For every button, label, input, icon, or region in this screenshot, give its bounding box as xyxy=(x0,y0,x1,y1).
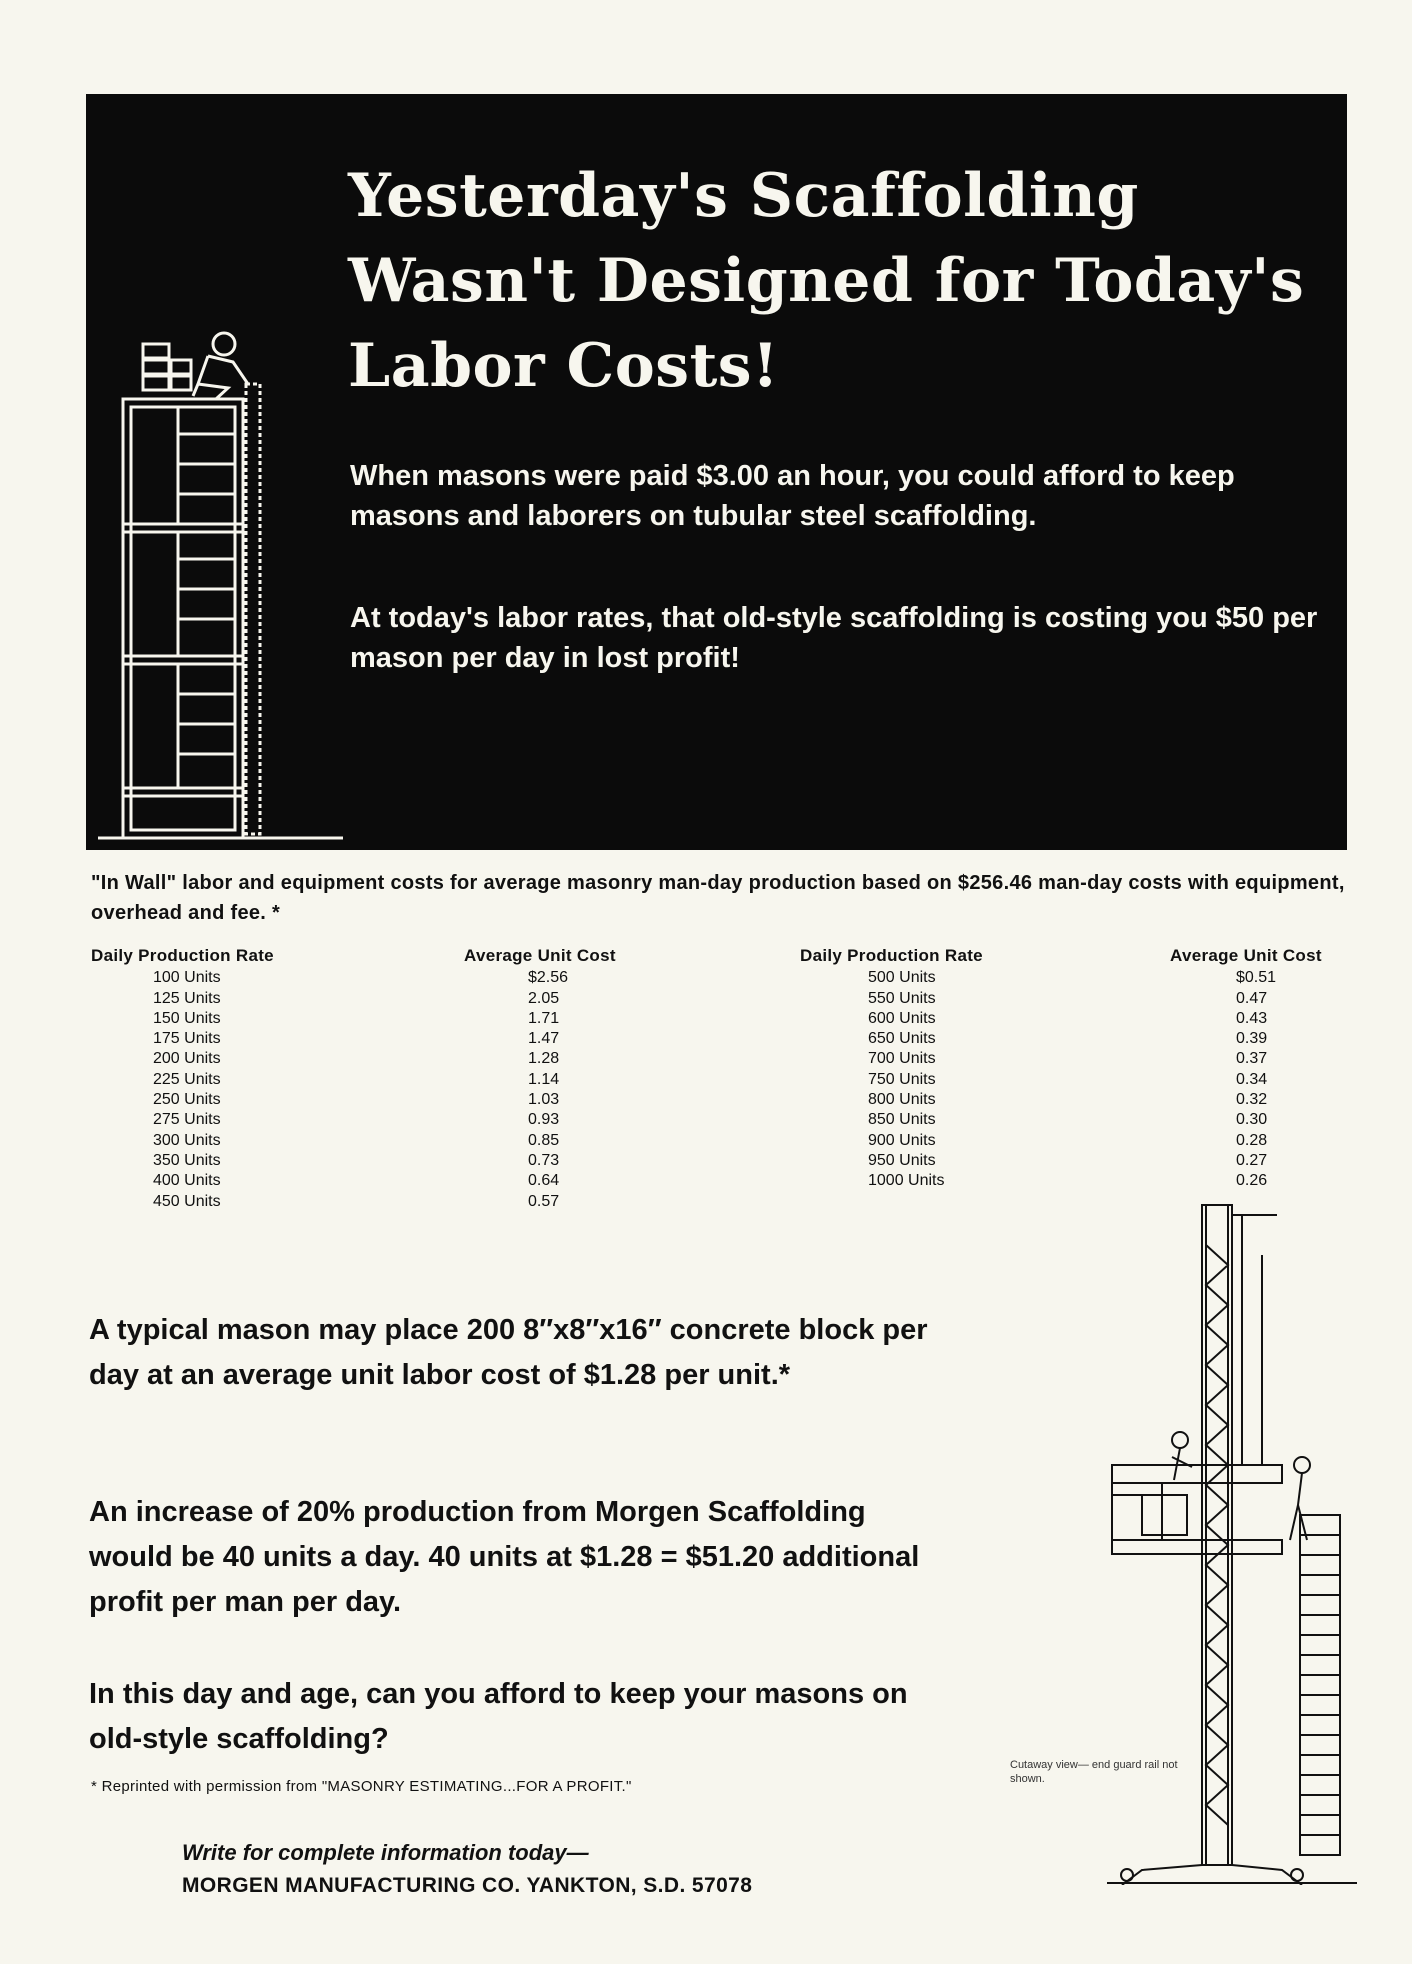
right-rate-column xyxy=(800,946,1030,1192)
table-cell: 0.30 xyxy=(1236,1111,1268,1129)
right-cost-column xyxy=(1170,946,1360,1192)
rate-header: Daily Production Rate xyxy=(800,946,983,965)
table-cell: 1.71 xyxy=(528,1009,560,1027)
body-paragraph-2: An increase of 20% production from Morgen Scaffolding would be 40 units a day. 40 units at $1.28 = $51.20 additional profit per man per day. xyxy=(89,1496,920,1618)
table-cell: 0.64 xyxy=(528,1172,560,1190)
table-cell: 900 Units xyxy=(868,1131,936,1149)
cutaway-caption: Cutaway view— end guard rail not shown. xyxy=(1010,1759,1178,1785)
table-cell: 125 Units xyxy=(153,989,221,1007)
table-cell: 400 Units xyxy=(153,1172,221,1190)
table-cell: $0.51 xyxy=(1236,969,1277,987)
footnote: * Reprinted with permission from "MASONRY ESTIMATING...FOR A PROFIT." xyxy=(91,1778,632,1795)
table-cell: 0.27 xyxy=(1236,1151,1268,1169)
table-cell: 500 Units xyxy=(868,969,936,987)
table-cell: 700 Units xyxy=(868,1050,936,1068)
table-cell: 0.32 xyxy=(1236,1091,1268,1109)
table-cell: 0.73 xyxy=(528,1151,560,1169)
headline: Yesterday's Scaffolding Wasn't Designed for Today's Labor Costs! xyxy=(348,161,1305,401)
left-cost-column xyxy=(464,946,664,1212)
body-paragraph-3: In this day and age, can you afford to keep your masons on old-style scaffolding? xyxy=(89,1678,908,1755)
table-cell: 0.26 xyxy=(1236,1172,1268,1190)
banner-paragraph-2: At today's labor rates, that old-style scaffolding is costing you $50 per mason per day in lost profit! xyxy=(350,602,1318,674)
call-to-action: Write for complete information today— xyxy=(182,1840,589,1865)
table-cell: 2.05 xyxy=(528,989,560,1007)
table-cell: 0.57 xyxy=(528,1192,560,1210)
rate-header: Daily Production Rate xyxy=(91,946,274,965)
table-cell: 0.34 xyxy=(1236,1070,1268,1088)
table-cell: 300 Units xyxy=(153,1131,221,1149)
old-scaffolding-illustration xyxy=(98,284,348,844)
table-cell: 1.28 xyxy=(528,1050,560,1068)
table-cell: 200 Units xyxy=(153,1050,221,1068)
company-address: MORGEN MANUFACTURING CO. YANKTON, S.D. 57078 xyxy=(182,1874,753,1897)
table-cell: 0.43 xyxy=(1236,1009,1268,1027)
table-cell: 250 Units xyxy=(153,1091,221,1109)
table-cell: 1.14 xyxy=(528,1070,560,1088)
table-cell: 0.37 xyxy=(1236,1050,1268,1068)
cost-table-intro: "In Wall" labor and equipment costs for average masonry man-day production based on $256.46 man-day costs with equipment, overhead and fee. * xyxy=(91,872,1345,924)
table-cell: 600 Units xyxy=(868,1009,936,1027)
table-cell: 650 Units xyxy=(868,1030,936,1048)
table-cell: 350 Units xyxy=(153,1151,221,1169)
table-cell: 950 Units xyxy=(868,1151,936,1169)
table-cell: 175 Units xyxy=(153,1030,221,1048)
table-cell: 0.93 xyxy=(528,1111,560,1129)
table-cell: 800 Units xyxy=(868,1091,936,1109)
table-cell: 275 Units xyxy=(153,1111,221,1129)
table-cell: 0.47 xyxy=(1236,989,1268,1007)
table-cell: 850 Units xyxy=(868,1111,936,1129)
cost-header: Average Unit Cost xyxy=(1170,946,1322,965)
body-paragraph-1: A typical mason may place 200 8″x8″x16″ concrete block per day at an average unit labor cost of $1.28 per unit.* xyxy=(89,1314,928,1391)
table-cell: 100 Units xyxy=(153,969,221,987)
headline-banner xyxy=(86,94,1347,850)
table-cell: 1000 Units xyxy=(868,1172,945,1190)
table-cell: 150 Units xyxy=(153,1009,221,1027)
table-cell: 225 Units xyxy=(153,1070,221,1088)
left-rate-column xyxy=(91,946,311,1212)
table-cell: 0.28 xyxy=(1236,1131,1268,1149)
cost-header: Average Unit Cost xyxy=(464,946,616,965)
table-cell: 0.39 xyxy=(1236,1030,1268,1048)
table-cell: 1.47 xyxy=(528,1030,560,1048)
table-cell: $2.56 xyxy=(528,969,569,987)
table-cell: 1.03 xyxy=(528,1091,560,1109)
table-cell: 450 Units xyxy=(153,1192,221,1210)
banner-paragraph-1: When masons were paid $3.00 an hour, you could afford to keep masons and laborers on tubular steel scaffolding. xyxy=(350,460,1235,532)
table-cell: 0.85 xyxy=(528,1131,560,1149)
table-cell: 550 Units xyxy=(868,989,936,1007)
table-cell: 750 Units xyxy=(868,1070,936,1088)
